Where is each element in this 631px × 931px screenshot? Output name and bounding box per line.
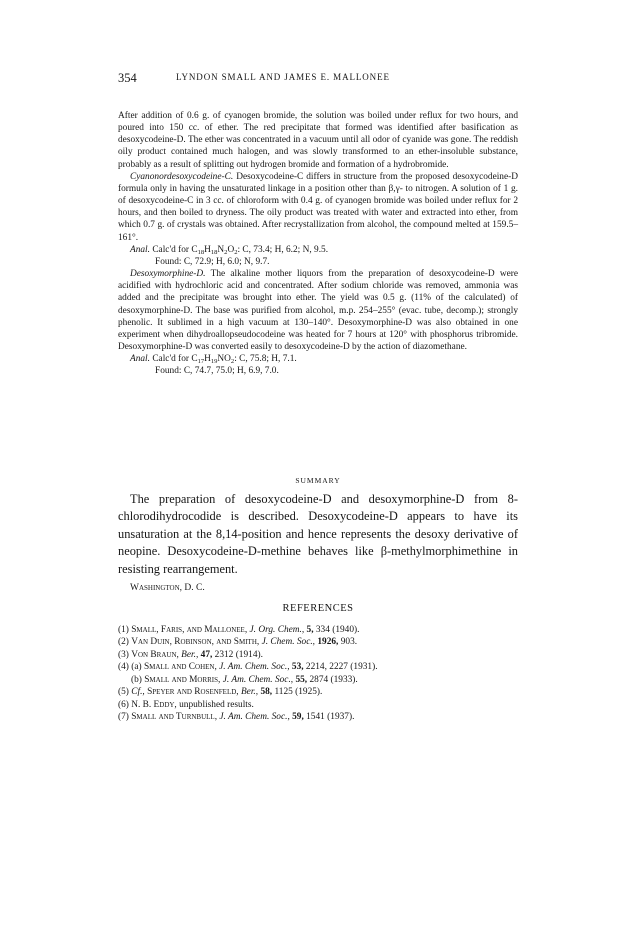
formula-text: Calc'd for C bbox=[149, 354, 198, 365]
analysis-found-2: Found: C, 74.7, 75.0; H, 6.9, 7.0. bbox=[155, 366, 279, 377]
reference-number: (5) bbox=[118, 687, 132, 698]
reference-journal: J. Am. Chem. Soc., bbox=[216, 662, 290, 673]
formula-text: H bbox=[204, 354, 211, 365]
reference-number: (4) (a) bbox=[118, 662, 144, 673]
reference-pages: 334 (1940). bbox=[313, 625, 360, 635]
reference-volume: 53, bbox=[289, 662, 304, 673]
analysis-label: Anal. bbox=[130, 354, 150, 365]
formula-subscript: 19 bbox=[210, 358, 218, 366]
reference-volume: 1926, bbox=[315, 637, 339, 648]
reference-pages: 2312 (1914). bbox=[212, 649, 263, 660]
reference-item bbox=[118, 636, 538, 648]
formula-subscript: 2 bbox=[224, 248, 228, 256]
summary-text: The preparation of desoxycodeine-D and desoxymorphine-D from 8-chlorodihydrocodide is described. Desoxycodeine-D appears to have its unsaturation at the 8,14-position and hence represents the desoxy derivative of neopine. Desoxycodeine-D-methine behaves like β-methylmorphimethine in resisting rearrangement. bbox=[118, 492, 518, 576]
reference-authors: Small and Cohen, bbox=[143, 662, 217, 673]
reference-volume: 59, bbox=[289, 712, 304, 723]
section-title-desoxymorphine: Desoxymorphine-D. bbox=[130, 269, 206, 280]
reference-journal: Ber., bbox=[238, 687, 259, 698]
formula-text: : C, 75.8; H, 7.1. bbox=[234, 354, 297, 365]
summary-heading: SUMMARY bbox=[295, 476, 341, 485]
paragraph-desoxymorphine bbox=[118, 268, 518, 353]
reference-item bbox=[118, 711, 538, 723]
formula-text: O bbox=[227, 244, 235, 255]
place-line: Washington, D. C. bbox=[130, 583, 205, 593]
formula-text: Calc'd for C bbox=[149, 244, 198, 255]
formula-text: : C, 73.4; H, 6.2; N, 9.5. bbox=[237, 244, 329, 255]
page-number: 354 bbox=[118, 71, 137, 85]
analysis-calculated-2 bbox=[118, 353, 518, 365]
reference-pages: 1125 (1925). bbox=[272, 687, 323, 698]
formula-subscript: 17 bbox=[197, 358, 205, 366]
paragraph-cyanogen-bromide: After addition of 0.6 g. of cyanogen bromide, the solution was boiled under reflux for two hours, and poured into 150 cc. of ether. The red precipitate that formed was identified after basification as desoxycodeine-D. The ether was concentrated in a vacuum until all odor of cyanide was gone. The reddish oily product contained much halogen, and was slowly transformed to an ether-insoluble substance, probably as a result of splitting out hydrogen bromide and formation of a hydrobromide. bbox=[118, 111, 518, 170]
reference-pages: unpublished results. bbox=[176, 699, 254, 710]
reference-authors: Von Braun, bbox=[131, 649, 179, 660]
formula-subscript: 18 bbox=[210, 248, 218, 256]
page-header bbox=[118, 71, 518, 85]
reference-volume: 58, bbox=[258, 687, 273, 698]
reference-journal: J. Am. Chem. Soc., bbox=[220, 674, 294, 685]
formula-subscript: 2 bbox=[234, 248, 238, 256]
references-list bbox=[118, 624, 538, 724]
reference-journal: J. Chem. Soc., bbox=[259, 637, 316, 648]
formula-subscript: 2 bbox=[230, 358, 235, 366]
analysis-calculated-1 bbox=[118, 244, 518, 256]
formula-text: NO bbox=[217, 354, 231, 365]
reference-number: (6) bbox=[118, 699, 132, 710]
reference-item bbox=[118, 686, 538, 698]
reference-volume: 5, bbox=[304, 625, 314, 635]
reference-volume: 47, bbox=[198, 649, 213, 660]
reference-prefix: Cf., bbox=[131, 687, 148, 698]
experimental-text bbox=[118, 110, 518, 377]
paragraph-text: Desoxycodeine-C differs in structure from the proposed desoxycodeine-D formula only in having the unsaturated linkage in a position other than β,γ- to nitrogen. A solution of 1 g. of desoxycodeine-C in 3 cc. of chloroform with 0.4 g. of cyanogen bromide was boiled under reflux for 2 hours, and then boiled to dryness. The oily product was treated with water and extracted into ether, from which 0.7 g. of crystals was obtained. After recrystallization from alcohol, the compound melted at 159.5–161°. bbox=[118, 171, 518, 243]
reference-authors: Small and Morris, bbox=[144, 674, 221, 685]
reference-number: (7) bbox=[118, 712, 132, 723]
analysis-found-1: Found: C, 72.9; H, 6.0; N, 9.7. bbox=[155, 256, 270, 267]
reference-authors: N. B. Eddy, bbox=[131, 699, 177, 710]
reference-pages: 903. bbox=[338, 637, 358, 648]
reference-item bbox=[118, 624, 538, 636]
reference-authors: Small and Turnbull, bbox=[131, 712, 218, 723]
reference-journal: Ber., bbox=[178, 649, 199, 660]
reference-journal: J. Am. Chem. Soc., bbox=[217, 712, 290, 723]
reference-item bbox=[118, 699, 538, 711]
reference-number: (b) bbox=[131, 674, 145, 685]
reference-pages: 2874 (1933). bbox=[307, 674, 358, 685]
reference-item bbox=[118, 674, 538, 686]
reference-authors: Van Duin, Robinson, and Smith, bbox=[131, 637, 260, 648]
formula-subscript: 18 bbox=[197, 248, 205, 256]
running-head: LYNDON SMALL AND JAMES E. MALLONEE bbox=[176, 72, 390, 82]
section-title-cyanonordesoxycodeine: Cyanonordesoxycodeine-C. bbox=[130, 171, 234, 182]
reference-authors: Speyer and Rosenfeld, bbox=[147, 687, 239, 698]
reference-journal: J. Org. Chem., bbox=[247, 625, 305, 635]
reference-volume: 55, bbox=[293, 674, 308, 685]
reference-number: (2) bbox=[118, 637, 132, 648]
reference-item bbox=[118, 661, 538, 673]
reference-number: (1) bbox=[118, 625, 132, 635]
reference-authors: Small, Faris, and Mallonee, bbox=[131, 625, 248, 635]
paragraph-cyanonordesoxycodeine bbox=[118, 171, 518, 244]
paragraph-text: The alkaline mother liquors from the preparation of desoxycodeine-D were acidified with hydrochloric acid and concentrated. After sodium chloride was removed, ammonia was added and the precipitate was brought into ether. The yield was 0.5 g. (11% of the calculated) of desoxymorphine-D. The base was purified from alcohol, m.p. 254–255° (evac. tube, decomp.); strongly phenolic. It sublimed in a high vacuum at 130–140°. Desoxymorphine-D was also obtained in one experiment when dihydroallopseudocodeine was heated for 7 hours at 120° with phosphorus tribromide. Desoxymorphine-D was converted easily to desoxycodeine-D by the action of diazomethane. bbox=[118, 269, 518, 352]
reference-pages: 1541 (1937). bbox=[303, 712, 355, 723]
analysis-label: Anal. bbox=[130, 244, 150, 255]
reference-number: (3) bbox=[118, 649, 132, 660]
reference-pages: 2214, 2227 (1931). bbox=[303, 662, 378, 673]
reference-item bbox=[118, 649, 538, 661]
references-heading: REFERENCES bbox=[282, 603, 354, 614]
formula-text: H bbox=[204, 244, 211, 255]
formula-text: N bbox=[217, 244, 225, 255]
